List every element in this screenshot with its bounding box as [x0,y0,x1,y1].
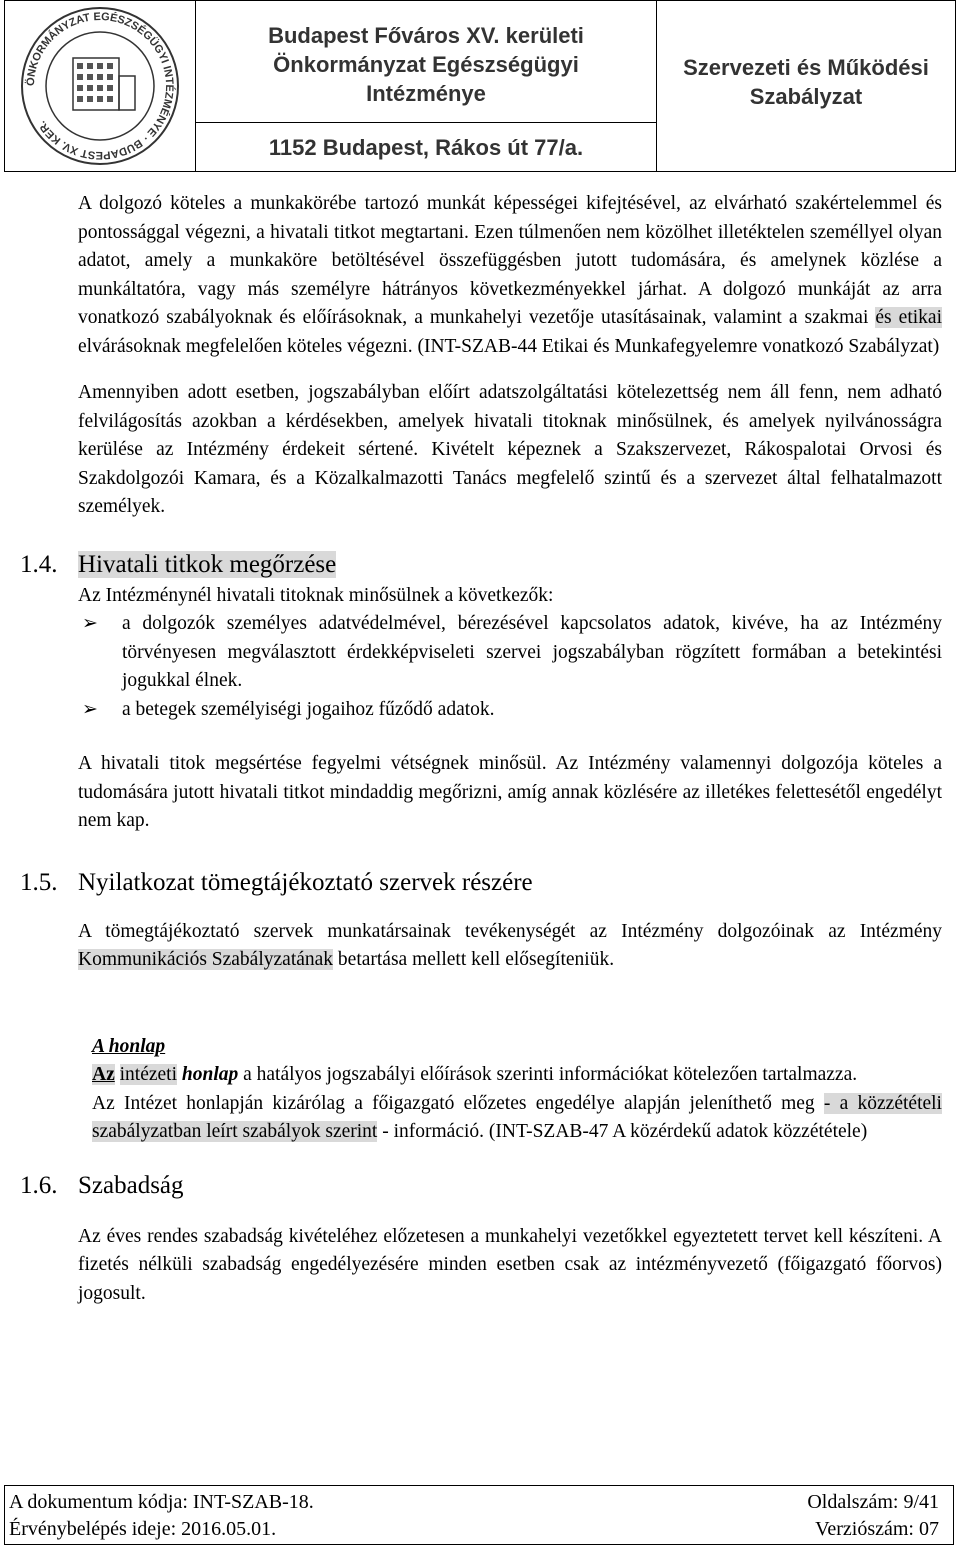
organization-cell [196,1,657,171]
page-footer [4,1485,954,1545]
section-heading-1-6 [20,1169,942,1203]
doc-title-line-1: Szervezeti és Működési [683,55,929,80]
subsection-title: A honlap [92,1035,166,1057]
paragraph-information: Amennyiben adott esetben, jogszabályban előírt adatszolgáltatási kötelezettség nem áll fenn, nem adható felvilágosítás azokban a kérdésekben, amelyek hivatali titoknak minősülnek, és amelyek nyilvánosságra kerülése az Intézmény érdekeit sértené. Kivételt képeznek a Szakszervezet, Rákospalotai Orvosi és Szakdolgozói Kamara, és a Közalkalmazotti Tanács megfelelő szintű és a szervezet által felhatalmazott személyek. [78,382,942,517]
org-name-line-2: Önkormányzat Egészségügyi [273,52,579,77]
section-number: 1.4. [20,550,58,578]
website-subsection [78,1033,942,1147]
org-name-line-1: Budapest Főváros XV. kerületi [268,23,584,48]
arrow-bullet-icon: ➢ [82,698,98,720]
list-item: ➢ a dolgozók személyes adatvédelmével, bérezésével kapcsolatos adatok, kivéve, ha az Intézmény törvényesen megválasztott érdekképviseleti szervei jogszabályban rögzített formában a betekintési jogukkal élnek. [78,610,942,696]
paragraph-confidentiality: A dolgozó köteles a munkakörébe tartozó munkát képességei kifejtésével, az elvárható szakértelemmel és pontossággal végezni, a hivatali titkot megtartani. Ezen túlmenően nem közölhet illetéktelen személlyel olyan adatot, amely a munkaköre betöltésével összefüggésben jutott tudomására, és amelynek közlése a munkáltatóra, vagy más személyre hátrányos következményekkel járhat. A dolgozó munkáját az arra vonatkozó szabályoknak és előírásoknak, a munkahelyi vezetője utasításainak, valamint a szakmai és etikai elvárásoknak megfelelően köteles végezni. (INT-SZAB-44 Etikai és Munkafegyelemre vonatkozó Szabályzat) [78,193,942,357]
section-heading-1-4 [20,548,942,582]
doc-title-line-2: Szabályzat [749,84,863,109]
paragraph-media: A tömegtájékoztató szervek munkatársainak tevékenységét az Intézmény dolgozóinak az Intézmény Kommunikációs Szabályzatának betartása mellett kell elősegíteniük. [78,920,942,970]
paragraph-website-content: Az intézeti honlap a hatályos jogszabályi előírások szerinti információkat kötelezően tartalmazza. [92,1064,858,1085]
paragraph-leave: Az éves rendes szabadság kivételéhez előzetesen a munkahelyi vezetőkkel egyeztetett tervet kell készíteni. A fizetés nélküli szabadság engedélyezésére minden esetben csak az intézményvezető (főigazgató főorvos) jogosult. [78,1225,942,1304]
org-address: 1152 Budapest, Rákos út 77/a. [196,122,656,171]
paragraph-website-publishing: Az Intézet honlapján kizárólag a főigazgató előzetes engedélye alapján jeleníthető meg - a közzétételi szabályzatban leírt szabályok szerint - információ. (INT-SZAB-47 A közérdekű adatok közzététele) [92,1092,942,1142]
section-heading-1-5 [20,866,942,900]
highlight-communication-policy: Kommunikációs Szabályzatának [78,949,334,970]
institution-seal-logo [15,6,185,166]
section-title: Hivatali titkok megőrzése [78,550,337,578]
seal-ring-text: ÖNKORMÁNYZAT EGÉSZSÉGÜGYI INTÉZMÉNYE · BUDAPEST XV. KER. [24,10,176,162]
section-number: 1.5. [20,868,58,896]
highlight-publication-rules: - a közzétételi szabályzatban leírt szabályok szerint [92,1092,942,1142]
version-number: Verziószám: 07 [815,1518,939,1540]
section-intro: Az Intézménynél hivatali titoknak minősülnek a következők: [78,584,554,606]
document-code: A dokumentum kódja: INT-SZAB-18. [9,1491,314,1513]
effective-date: Érvénybelépés ideje: 2016.05.01. [9,1518,277,1540]
doc-title-cell [657,1,955,171]
logo-cell [5,1,196,171]
arrow-bullet-icon: ➢ [82,613,98,634]
section-title: Nyilatkozat tömegtájékoztató szervek részére [78,868,533,896]
secret-list [78,610,942,724]
document-body [20,190,942,1308]
page-header [4,0,956,172]
page-number: Oldalszám: 9/41 [807,1491,939,1513]
paragraph-secret-breach: A hivatali titok megsértése fegyelmi vétségnek minősül. Az Intézmény valamennyi dolgozója köteles a tudomására jutott hivatali titkot mindaddig megőrizni, amíg annak közlésére az illetékes felettesétől engedélyt nem kap. [78,753,942,831]
list-item: ➢ a betegek személyiségi jogaihoz fűződő adatok. [78,696,942,725]
section-number: 1.6. [20,1171,58,1199]
highlight-etikai: és etikai [875,307,942,328]
org-name-line-3: Intézménye [366,81,486,106]
section-title: Szabadság [78,1171,184,1199]
